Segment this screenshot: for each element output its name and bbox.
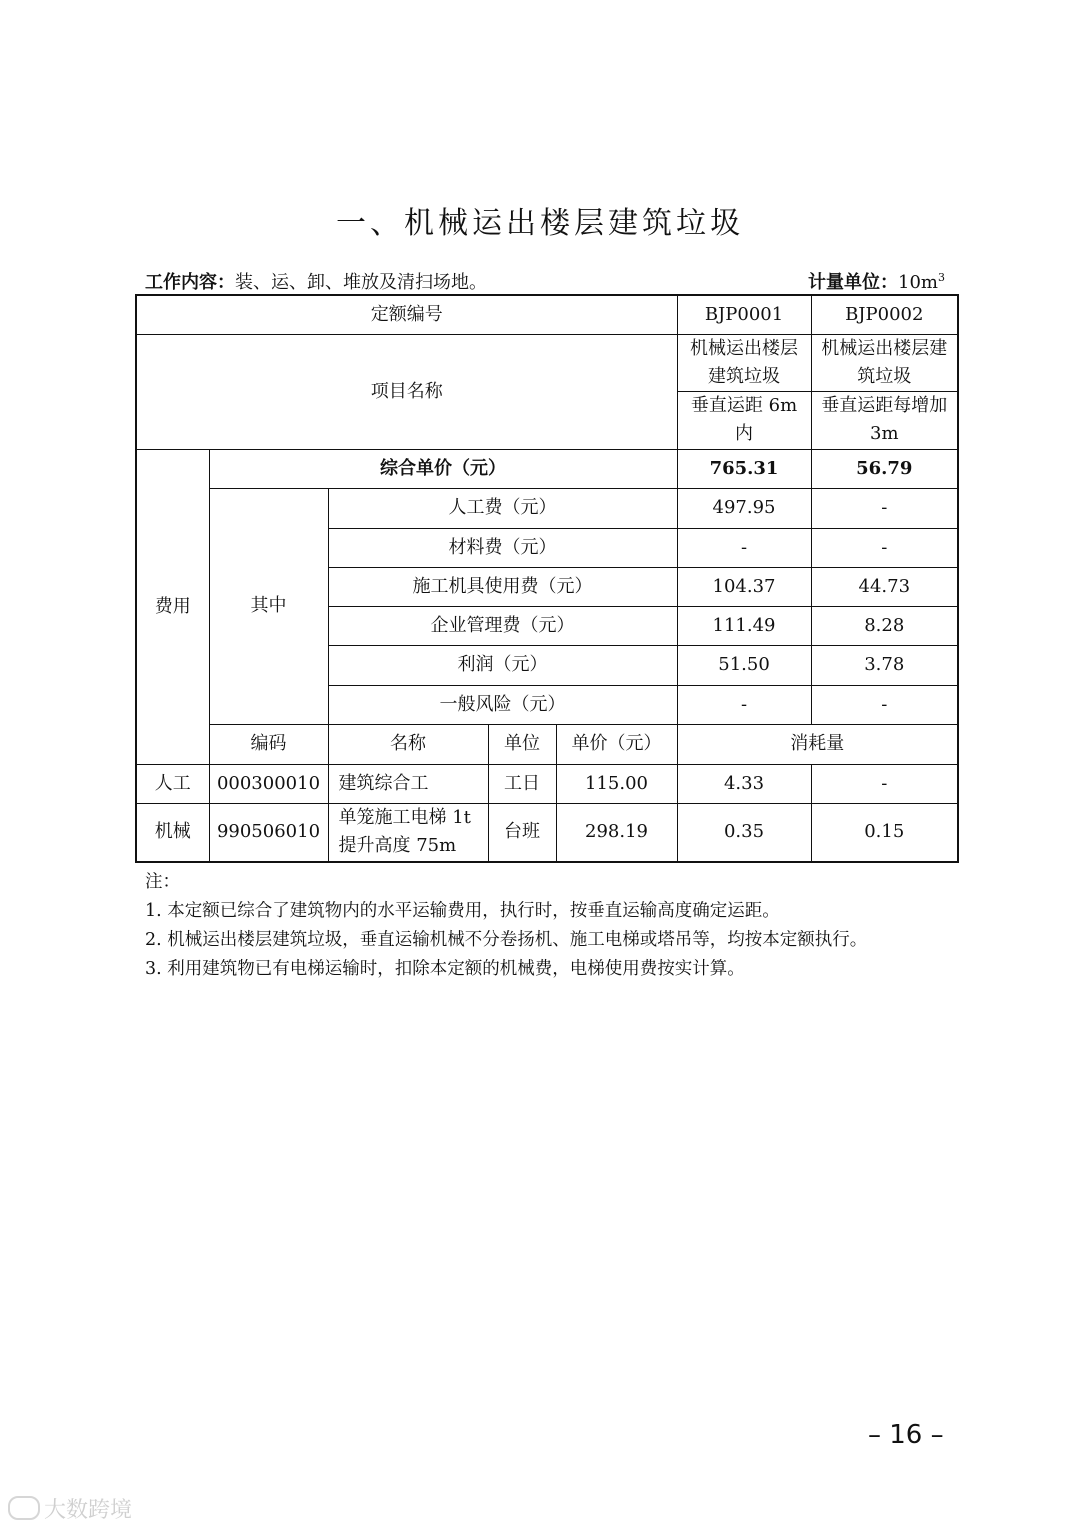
watermark-text: 大数跨境 bbox=[44, 1498, 133, 1523]
res-header-code: 编码 bbox=[209, 724, 328, 764]
note-item: 3. 利用建筑物已有电梯运输时，扣除本定额的机械费，电梯使用费按实计算。 bbox=[145, 959, 745, 979]
item-name-label: 项目名称 bbox=[136, 334, 677, 449]
measure-unit-value: 10m bbox=[898, 272, 938, 293]
res-price: 115.00 bbox=[556, 764, 677, 803]
item-name-1: 机械运出楼层建筑垃圾 bbox=[677, 334, 811, 391]
res-category: 人工 bbox=[136, 764, 209, 803]
qizhong-label: 其中 bbox=[209, 488, 328, 724]
res-unit: 工日 bbox=[488, 764, 556, 803]
res-consumption-2: - bbox=[811, 764, 958, 803]
unit-price-2: 56.79 bbox=[811, 449, 958, 488]
cost-value-1: 51.50 bbox=[677, 645, 811, 685]
quota-code-1: BJP0001 bbox=[677, 295, 811, 334]
watermark bbox=[8, 1493, 132, 1524]
res-header-unit: 单位 bbox=[488, 724, 556, 764]
unit-price-1: 765.31 bbox=[677, 449, 811, 488]
res-category: 机械 bbox=[136, 803, 209, 862]
cost-value-1: 497.95 bbox=[677, 488, 811, 528]
note-item: 1. 本定额已综合了建筑物内的水平运输费用，执行时，按垂直运输高度确定运距。 bbox=[145, 901, 780, 921]
measure-unit-sup: 3 bbox=[938, 271, 945, 284]
res-code: 000300010 bbox=[209, 764, 328, 803]
res-name: 建筑综合工 bbox=[328, 764, 488, 803]
cost-value-2: 3.78 bbox=[811, 645, 958, 685]
cost-label: 人工费（元） bbox=[328, 488, 677, 528]
table-row bbox=[136, 724, 958, 764]
cost-value-2: - bbox=[811, 488, 958, 528]
cost-value-1: 111.49 bbox=[677, 606, 811, 645]
watermark-logo-icon bbox=[8, 1496, 40, 1520]
cost-label: 利润（元） bbox=[328, 645, 677, 685]
quota-table bbox=[135, 294, 959, 863]
notes bbox=[145, 868, 965, 984]
note-item: 2. 机械运出楼层建筑垃圾，垂直运输机械不分卷扬机、施工电梯或塔吊等，均按本定额执行。 bbox=[145, 930, 868, 950]
work-content bbox=[145, 268, 487, 294]
res-code: 990506010 bbox=[209, 803, 328, 862]
cost-label: 企业管理费（元） bbox=[328, 606, 677, 645]
unit-price-label: 综合单价（元） bbox=[209, 449, 677, 488]
table-row bbox=[136, 488, 958, 528]
work-content-value: 装、运、卸、堆放及清扫场地。 bbox=[235, 272, 487, 293]
cost-value-2: 8.28 bbox=[811, 606, 958, 645]
table-row bbox=[136, 334, 958, 391]
res-consumption-1: 0.35 bbox=[677, 803, 811, 862]
cost-value-1: - bbox=[677, 528, 811, 567]
cost-value-2: - bbox=[811, 685, 958, 724]
measure-unit-label: 计量单位： bbox=[808, 272, 899, 293]
fee-label: 费用 bbox=[136, 449, 209, 764]
res-unit: 台班 bbox=[488, 803, 556, 862]
table-row bbox=[136, 295, 958, 334]
measure-unit bbox=[808, 268, 945, 294]
res-consumption-1: 4.33 bbox=[677, 764, 811, 803]
cost-label: 施工机具使用费（元） bbox=[328, 567, 677, 606]
res-consumption-2: 0.15 bbox=[811, 803, 958, 862]
page-title: 一、机械运出楼层建筑垃圾 bbox=[336, 206, 744, 241]
res-header-name: 名称 bbox=[328, 724, 488, 764]
cost-label: 材料费（元） bbox=[328, 528, 677, 567]
table-row bbox=[136, 449, 958, 488]
item-sub-2: 垂直运距每增加 3m bbox=[811, 391, 958, 449]
res-name: 单笼施工电梯 1t 提升高度 75m bbox=[328, 803, 488, 862]
cost-value-1: - bbox=[677, 685, 811, 724]
res-header-price: 单价（元） bbox=[556, 724, 677, 764]
table-row bbox=[136, 803, 958, 862]
cost-value-2: 44.73 bbox=[811, 567, 958, 606]
res-header-consumption: 消耗量 bbox=[677, 724, 958, 764]
cost-label: 一般风险（元） bbox=[328, 685, 677, 724]
cost-value-1: 104.37 bbox=[677, 567, 811, 606]
page-number: – 16 – bbox=[868, 1420, 944, 1450]
quota-code-2: BJP0002 bbox=[811, 295, 958, 334]
table-row bbox=[136, 764, 958, 803]
item-sub-1: 垂直运距 6m 内 bbox=[677, 391, 811, 449]
quota-no-label: 定额编号 bbox=[136, 295, 677, 334]
table-meta bbox=[135, 268, 957, 292]
work-content-label: 工作内容： bbox=[145, 272, 235, 293]
notes-title: 注： bbox=[145, 872, 180, 892]
res-price: 298.19 bbox=[556, 803, 677, 862]
item-name-2: 机械运出楼层建筑垃圾 bbox=[811, 334, 958, 391]
cost-value-2: - bbox=[811, 528, 958, 567]
